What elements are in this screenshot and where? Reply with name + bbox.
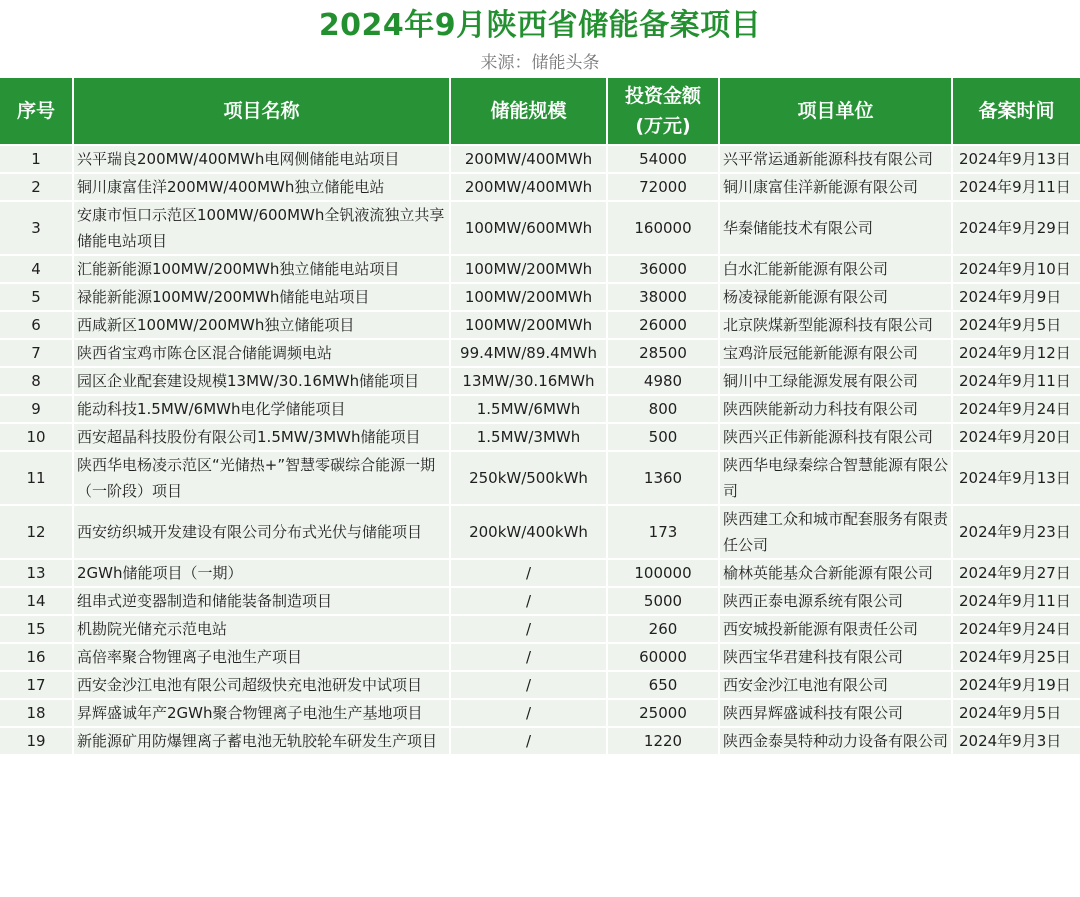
page-title: 2024年9月陕西省储能备案项目 bbox=[318, 8, 762, 43]
cell-name: 安康市恒口示范区100MW/600MWh全钒液流独立共享储能电站项目 bbox=[73, 201, 450, 255]
cell-investment: 650 bbox=[607, 671, 719, 699]
header-unit: 项目单位 bbox=[719, 78, 952, 145]
cell-investment: 100000 bbox=[607, 559, 719, 587]
cell-name: 兴平瑞良200MW/400MWh电网侧储能电站项目 bbox=[73, 145, 450, 173]
cell-scale: 1.5MW/6MWh bbox=[450, 395, 607, 423]
cell-unit: 榆林英能基众合新能源有限公司 bbox=[719, 559, 952, 587]
cell-date: 2024年9月11日 bbox=[952, 587, 1080, 615]
cell-investment: 500 bbox=[607, 423, 719, 451]
cell-name: 西安金沙江电池有限公司超级快充电池研发中试项目 bbox=[73, 671, 450, 699]
cell-no: 19 bbox=[0, 727, 73, 755]
cell-no: 6 bbox=[0, 311, 73, 339]
table-row bbox=[0, 255, 1080, 283]
cell-name: 2GWh储能项目（一期） bbox=[73, 559, 450, 587]
table-row bbox=[0, 311, 1080, 339]
cell-investment: 4980 bbox=[607, 367, 719, 395]
cell-unit: 华秦储能技术有限公司 bbox=[719, 201, 952, 255]
cell-name: 能动科技1.5MW/6MWh电化学储能项目 bbox=[73, 395, 450, 423]
cell-investment: 160000 bbox=[607, 201, 719, 255]
cell-unit: 铜川中工绿能源发展有限公司 bbox=[719, 367, 952, 395]
projects-table bbox=[0, 78, 1080, 756]
cell-name: 新能源矿用防爆锂离子蓄电池无轨胶轮车研发生产项目 bbox=[73, 727, 450, 755]
cell-investment: 260 bbox=[607, 615, 719, 643]
cell-date: 2024年9月20日 bbox=[952, 423, 1080, 451]
table-row bbox=[0, 423, 1080, 451]
cell-investment: 54000 bbox=[607, 145, 719, 173]
table-row bbox=[0, 395, 1080, 423]
table-header-row bbox=[0, 78, 1080, 145]
cell-investment: 173 bbox=[607, 505, 719, 559]
cell-name: 禄能新能源100MW/200MWh储能电站项目 bbox=[73, 283, 450, 311]
cell-date: 2024年9月9日 bbox=[952, 283, 1080, 311]
cell-scale: 100MW/200MWh bbox=[450, 311, 607, 339]
cell-scale: 250kW/500kWh bbox=[450, 451, 607, 505]
table-row bbox=[0, 699, 1080, 727]
cell-no: 2 bbox=[0, 173, 73, 201]
cell-name: 陕西华电杨凌示范区“光储热+”智慧零碳综合能源一期（一阶段）项目 bbox=[73, 451, 450, 505]
cell-no: 8 bbox=[0, 367, 73, 395]
cell-investment: 36000 bbox=[607, 255, 719, 283]
cell-name: 汇能新能源100MW/200MWh独立储能电站项目 bbox=[73, 255, 450, 283]
cell-name: 西咸新区100MW/200MWh独立储能项目 bbox=[73, 311, 450, 339]
cell-scale: / bbox=[450, 671, 607, 699]
cell-scale: / bbox=[450, 615, 607, 643]
cell-no: 5 bbox=[0, 283, 73, 311]
cell-name: 组串式逆变器制造和储能装备制造项目 bbox=[73, 587, 450, 615]
table-row bbox=[0, 201, 1080, 255]
header-date: 备案时间 bbox=[952, 78, 1080, 145]
cell-date: 2024年9月12日 bbox=[952, 339, 1080, 367]
cell-unit: 北京陕煤新型能源科技有限公司 bbox=[719, 311, 952, 339]
table-row bbox=[0, 559, 1080, 587]
header-investment-line2: (万元) bbox=[635, 115, 691, 137]
cell-investment: 26000 bbox=[607, 311, 719, 339]
cell-scale: 99.4MW/89.4MWh bbox=[450, 339, 607, 367]
cell-unit: 西安金沙江电池有限公司 bbox=[719, 671, 952, 699]
table-row bbox=[0, 671, 1080, 699]
cell-unit: 陕西建工众和城市配套服务有限责任公司 bbox=[719, 505, 952, 559]
cell-investment: 1220 bbox=[607, 727, 719, 755]
cell-unit: 西安城投新能源有限责任公司 bbox=[719, 615, 952, 643]
cell-investment: 72000 bbox=[607, 173, 719, 201]
cell-date: 2024年9月5日 bbox=[952, 699, 1080, 727]
table-row bbox=[0, 643, 1080, 671]
cell-unit: 杨凌禄能新能源有限公司 bbox=[719, 283, 952, 311]
cell-unit: 陕西兴正伟新能源科技有限公司 bbox=[719, 423, 952, 451]
cell-investment: 5000 bbox=[607, 587, 719, 615]
cell-unit: 陕西昇辉盛诚科技有限公司 bbox=[719, 699, 952, 727]
cell-no: 15 bbox=[0, 615, 73, 643]
cell-name: 西安超晶科技股份有限公司1.5MW/3MWh储能项目 bbox=[73, 423, 450, 451]
cell-scale: 100MW/200MWh bbox=[450, 255, 607, 283]
cell-unit: 铜川康富佳洋新能源有限公司 bbox=[719, 173, 952, 201]
cell-date: 2024年9月27日 bbox=[952, 559, 1080, 587]
cell-no: 18 bbox=[0, 699, 73, 727]
cell-scale: 1.5MW/3MWh bbox=[450, 423, 607, 451]
cell-date: 2024年9月23日 bbox=[952, 505, 1080, 559]
cell-scale: 100MW/600MWh bbox=[450, 201, 607, 255]
table-row bbox=[0, 145, 1080, 173]
cell-scale: 200MW/400MWh bbox=[450, 145, 607, 173]
cell-scale: / bbox=[450, 643, 607, 671]
cell-scale: 13MW/30.16MWh bbox=[450, 367, 607, 395]
cell-date: 2024年9月19日 bbox=[952, 671, 1080, 699]
cell-date: 2024年9月11日 bbox=[952, 367, 1080, 395]
cell-name: 高倍率聚合物锂离子电池生产项目 bbox=[73, 643, 450, 671]
cell-unit: 兴平常运通新能源科技有限公司 bbox=[719, 145, 952, 173]
cell-investment: 800 bbox=[607, 395, 719, 423]
cell-name: 机勘院光储充示范电站 bbox=[73, 615, 450, 643]
table-row bbox=[0, 367, 1080, 395]
cell-no: 17 bbox=[0, 671, 73, 699]
source-note: 来源：储能头条 bbox=[480, 53, 600, 73]
cell-no: 7 bbox=[0, 339, 73, 367]
cell-no: 11 bbox=[0, 451, 73, 505]
cell-unit: 陕西宝华君建科技有限公司 bbox=[719, 643, 952, 671]
cell-date: 2024年9月24日 bbox=[952, 615, 1080, 643]
cell-name: 铜川康富佳洋200MW/400MWh独立储能电站 bbox=[73, 173, 450, 201]
table-row bbox=[0, 451, 1080, 505]
cell-scale: 200kW/400kWh bbox=[450, 505, 607, 559]
cell-date: 2024年9月29日 bbox=[952, 201, 1080, 255]
cell-unit: 宝鸡浒辰冠能新能源有限公司 bbox=[719, 339, 952, 367]
table-row bbox=[0, 283, 1080, 311]
cell-investment: 38000 bbox=[607, 283, 719, 311]
cell-investment: 1360 bbox=[607, 451, 719, 505]
cell-date: 2024年9月24日 bbox=[952, 395, 1080, 423]
cell-scale: / bbox=[450, 727, 607, 755]
cell-date: 2024年9月3日 bbox=[952, 727, 1080, 755]
cell-investment: 60000 bbox=[607, 643, 719, 671]
table-row bbox=[0, 339, 1080, 367]
cell-no: 1 bbox=[0, 145, 73, 173]
cell-name: 园区企业配套建设规模13MW/30.16MWh储能项目 bbox=[73, 367, 450, 395]
cell-unit: 白水汇能新能源有限公司 bbox=[719, 255, 952, 283]
header-name: 项目名称 bbox=[73, 78, 450, 145]
cell-date: 2024年9月5日 bbox=[952, 311, 1080, 339]
header-investment bbox=[607, 78, 719, 145]
table-row bbox=[0, 615, 1080, 643]
cell-no: 3 bbox=[0, 201, 73, 255]
cell-scale: 100MW/200MWh bbox=[450, 283, 607, 311]
table-row bbox=[0, 587, 1080, 615]
cell-no: 9 bbox=[0, 395, 73, 423]
cell-name: 陕西省宝鸡市陈仓区混合储能调频电站 bbox=[73, 339, 450, 367]
cell-no: 4 bbox=[0, 255, 73, 283]
cell-date: 2024年9月13日 bbox=[952, 451, 1080, 505]
cell-investment: 25000 bbox=[607, 699, 719, 727]
cell-unit: 陕西金泰昊特种动力设备有限公司 bbox=[719, 727, 952, 755]
header-scale: 储能规模 bbox=[450, 78, 607, 145]
cell-scale: / bbox=[450, 699, 607, 727]
table-row bbox=[0, 727, 1080, 755]
cell-date: 2024年9月10日 bbox=[952, 255, 1080, 283]
cell-no: 10 bbox=[0, 423, 73, 451]
cell-unit: 陕西正泰电源系统有限公司 bbox=[719, 587, 952, 615]
cell-unit: 陕西陕能新动力科技有限公司 bbox=[719, 395, 952, 423]
cell-date: 2024年9月13日 bbox=[952, 145, 1080, 173]
cell-date: 2024年9月25日 bbox=[952, 643, 1080, 671]
cell-unit: 陕西华电绿秦综合智慧能源有限公司 bbox=[719, 451, 952, 505]
cell-scale: 200MW/400MWh bbox=[450, 173, 607, 201]
header-investment-line1: 投资金额 bbox=[624, 85, 701, 107]
cell-no: 12 bbox=[0, 505, 73, 559]
cell-name: 昇辉盛诚年产2GWh聚合物锂离子电池生产基地项目 bbox=[73, 699, 450, 727]
table-row bbox=[0, 173, 1080, 201]
cell-date: 2024年9月11日 bbox=[952, 173, 1080, 201]
cell-scale: / bbox=[450, 559, 607, 587]
header-no: 序号 bbox=[0, 78, 73, 145]
cell-no: 16 bbox=[0, 643, 73, 671]
cell-scale: / bbox=[450, 587, 607, 615]
cell-no: 13 bbox=[0, 559, 73, 587]
cell-investment: 28500 bbox=[607, 339, 719, 367]
table-row bbox=[0, 505, 1080, 559]
cell-no: 14 bbox=[0, 587, 73, 615]
cell-name: 西安纺织城开发建设有限公司分布式光伏与储能项目 bbox=[73, 505, 450, 559]
